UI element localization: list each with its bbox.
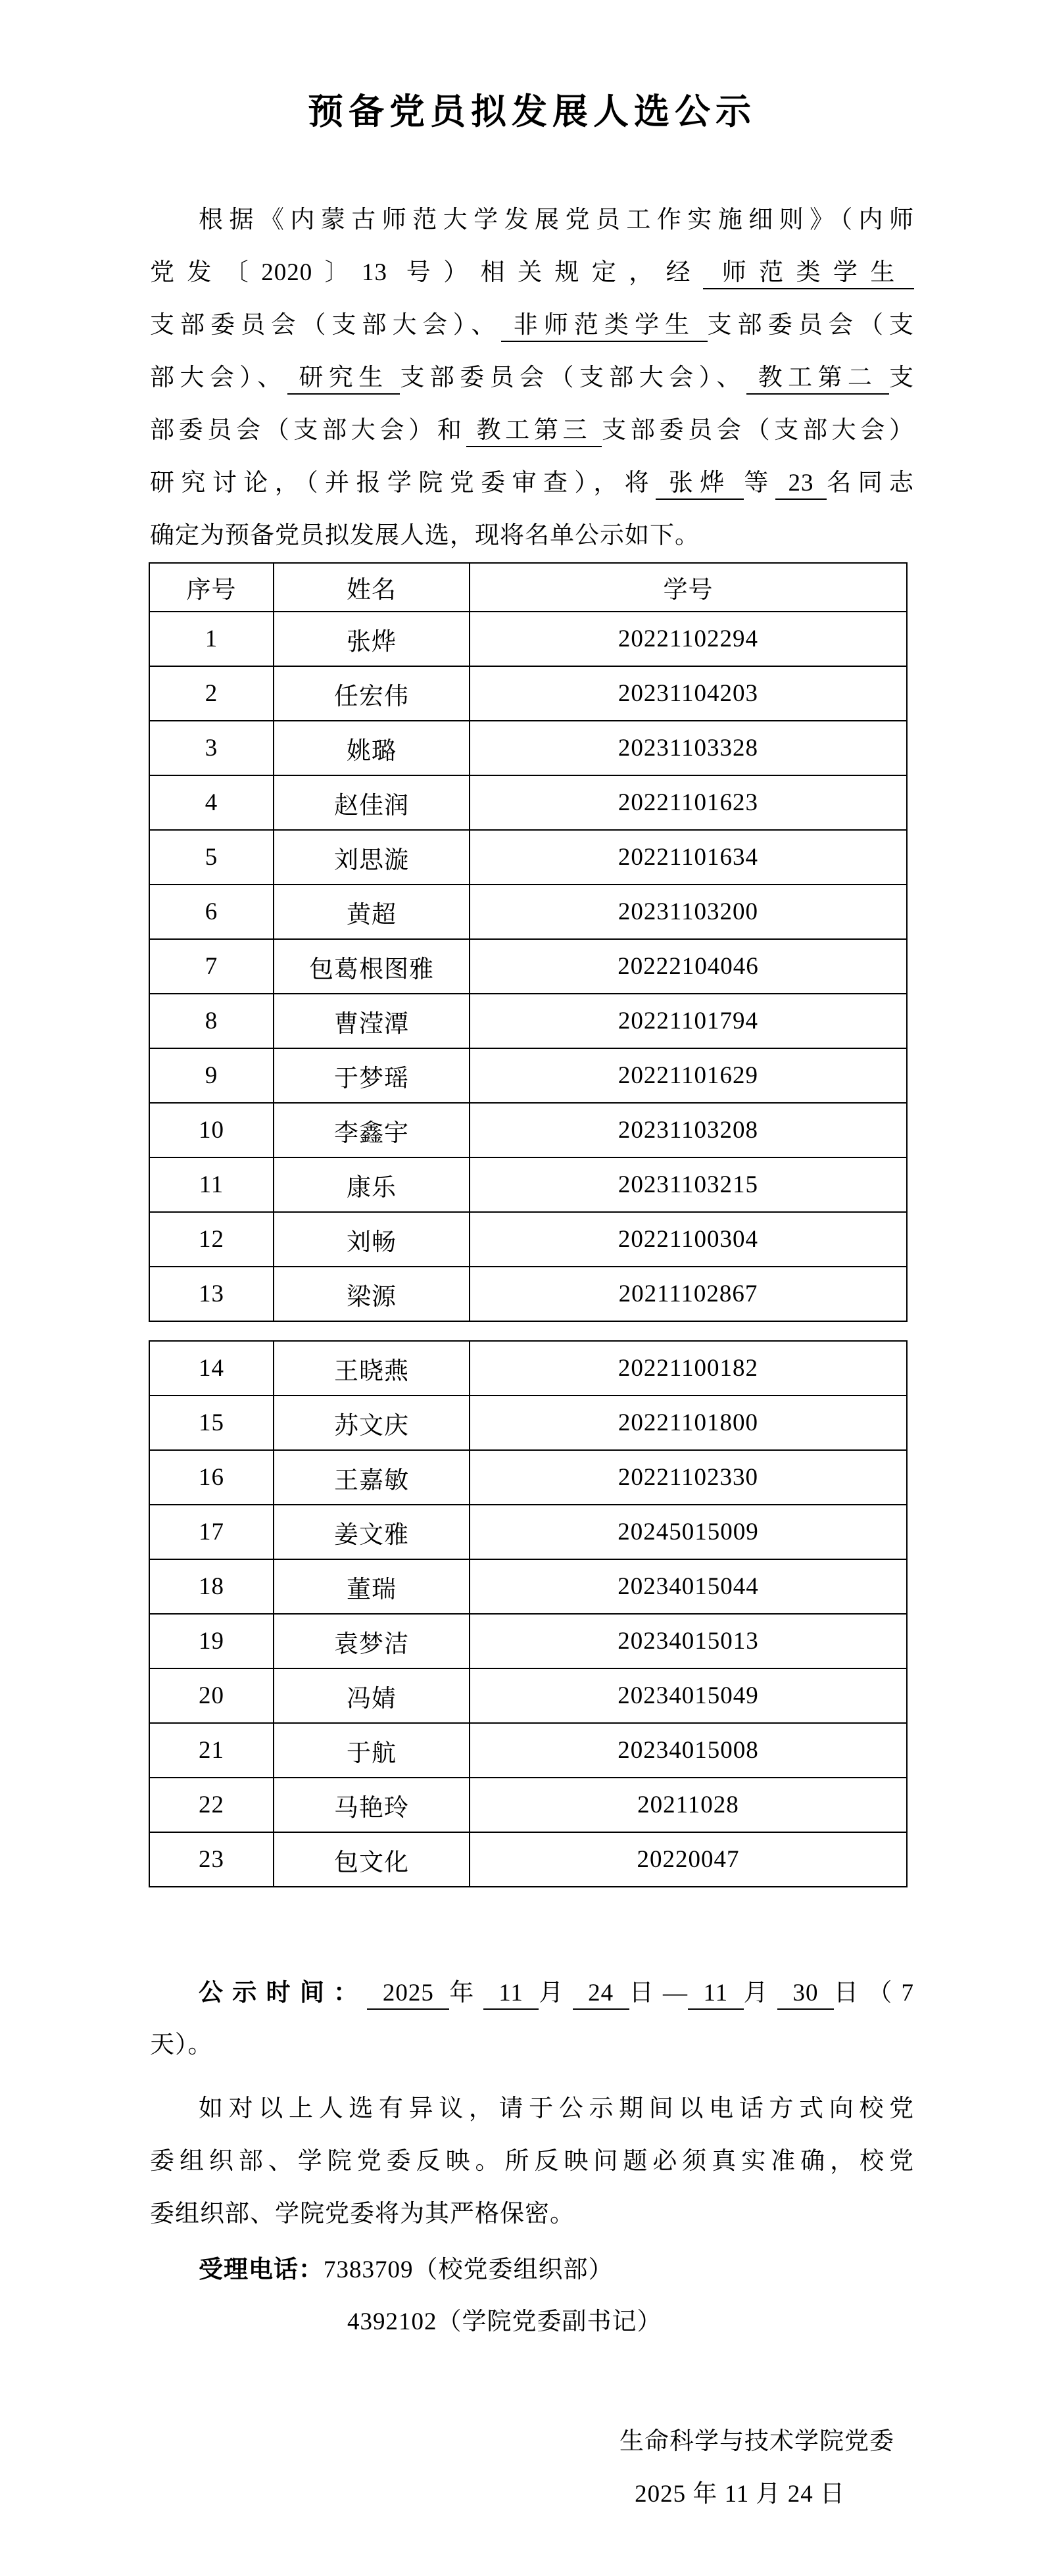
paragraph-line: [150, 510, 914, 562]
paragraph-line: [150, 352, 914, 404]
cell-sid: 20234015013: [470, 1614, 907, 1668]
cell-name: 赵佳润: [274, 775, 470, 830]
table-row: [149, 666, 907, 721]
cell-name: 包文化: [274, 1832, 470, 1887]
text-run: 天）。: [150, 2031, 213, 2058]
text-run: 支部委员会（支部大会）、: [400, 364, 746, 391]
page-title: 预备党员拟发展人选公示: [308, 92, 756, 132]
text-run: 月: [743, 1980, 777, 2006]
underlined-text: 师范类学生: [703, 259, 914, 289]
cell-sid: 20221101634: [470, 830, 907, 885]
cell-no: 6: [149, 885, 274, 939]
cell-sid: 20234015049: [470, 1668, 907, 1723]
text-run: 名同志: [827, 470, 914, 497]
cell-name: 黄超: [274, 885, 470, 939]
text-run: 研究讨论，（并报学院党委审查），将: [150, 470, 656, 497]
cell-sid: 20245015009: [470, 1505, 907, 1559]
text-run: 日（7: [833, 1980, 914, 2006]
cell-no: 21: [149, 1723, 274, 1778]
text-run: 委组织部、学院党委将为其严格保密。: [150, 2200, 575, 2227]
table-row: [149, 1103, 907, 1157]
text-run: 等: [744, 470, 775, 497]
table-row: [149, 1048, 907, 1103]
cell-name: 刘思漩: [274, 830, 470, 885]
cell-no: 22: [149, 1778, 274, 1832]
cell-no: 12: [149, 1212, 274, 1267]
cell-sid: 20221100182: [470, 1341, 907, 1396]
cell-name: 康乐: [274, 1157, 470, 1212]
notice-time-paragraph: [150, 1966, 914, 2072]
cell-sid: 20221101800: [470, 1396, 907, 1450]
underlined-text: 2025: [367, 1980, 449, 2010]
header-cell-name: 姓名: [274, 563, 470, 612]
text-run: 支部委员会（支: [707, 312, 914, 339]
signature-block: [150, 2416, 914, 2521]
underlined-text: 11: [688, 1980, 744, 2010]
roster-table-header: [149, 563, 907, 612]
header-cell-no: 序号: [149, 563, 274, 612]
cell-name: 姜文雅: [274, 1505, 470, 1559]
header-row: [149, 563, 907, 612]
cell-sid: 20221102330: [470, 1450, 907, 1505]
cell-no: 9: [149, 1048, 274, 1103]
cell-no: 16: [149, 1450, 274, 1505]
underlined-text: 教工第二: [746, 364, 889, 395]
table-row: [149, 1723, 907, 1778]
text-run: 如对以上人选有异议，请于公示期间以电话方式向校党: [199, 2095, 914, 2122]
paragraph-line: [150, 2188, 914, 2241]
table-row: [149, 830, 907, 885]
table-row: [149, 1668, 907, 1723]
text-run: 生命科学与技术学院党委: [619, 2428, 894, 2455]
paragraph-line: [150, 2296, 914, 2348]
table-row: [149, 1778, 907, 1832]
paragraph-line: [150, 194, 914, 247]
cell-sid: 20211102867: [470, 1267, 907, 1321]
cell-sid: 20221101629: [470, 1048, 907, 1103]
cell-name: 王晓燕: [274, 1341, 470, 1396]
underlined-text: 张烨: [656, 470, 744, 500]
cell-no: 7: [149, 939, 274, 994]
cell-sid: 20221100304: [470, 1212, 907, 1267]
cell-name: 梁源: [274, 1267, 470, 1321]
underlined-text: 教工第三: [466, 417, 602, 447]
table-row: [149, 994, 907, 1048]
underlined-text: 11: [483, 1980, 539, 2010]
cell-no: 13: [149, 1267, 274, 1321]
cell-no: 1: [149, 612, 274, 666]
paragraph-line: [150, 2416, 914, 2468]
table-row: [149, 1157, 907, 1212]
text-run: 支: [889, 364, 914, 391]
table-row: [149, 1559, 907, 1614]
paragraph-line: [150, 299, 914, 352]
paragraph-line: [150, 457, 914, 510]
cell-no: 23: [149, 1832, 274, 1887]
table-row: [149, 1267, 907, 1321]
table-row: [149, 775, 907, 830]
cell-no: 19: [149, 1614, 274, 1668]
cell-sid: 20231103200: [470, 885, 907, 939]
text-run: 4392102（学院党委副书记）: [347, 2308, 662, 2335]
text-run: 确定为预备党员拟发展人选，现将名单公示如下。: [150, 522, 700, 549]
bold-label: 公示时间：: [199, 1979, 368, 2006]
text-run: 党发〔2020〕13 号）相关规定，经: [150, 259, 704, 286]
text-run: 7383709（校党委组织部）: [324, 2256, 614, 2283]
cell-sid: 20231103215: [470, 1157, 907, 1212]
cell-sid: 20231103208: [470, 1103, 907, 1157]
cell-name: 刘畅: [274, 1212, 470, 1267]
table-row: [149, 1832, 907, 1887]
cell-sid: 20234015044: [470, 1559, 907, 1614]
text-run: 部委员会（支部大会）和: [150, 417, 466, 444]
cell-no: 10: [149, 1103, 274, 1157]
text-run: 部大会）、: [150, 364, 287, 391]
table-row: [149, 1341, 907, 1396]
paragraph-line: [150, 1966, 914, 2019]
text-run: 月: [539, 1980, 573, 2006]
table-row: [149, 1450, 907, 1505]
underlined-text: 24: [573, 1980, 629, 2010]
paragraph-line: [150, 247, 914, 299]
cell-name: 王嘉敏: [274, 1450, 470, 1505]
paragraph-line: [150, 2019, 914, 2072]
cell-name: 任宏伟: [274, 666, 470, 721]
table-row: [149, 612, 907, 666]
cell-name: 张烨: [274, 612, 470, 666]
table-row: [149, 1614, 907, 1668]
objection-paragraph: [150, 2083, 914, 2241]
text-run: 支部委员会（支部大会）: [602, 417, 914, 444]
text-run: 2025 年 11 月 24 日: [635, 2481, 845, 2508]
cell-no: 11: [149, 1157, 274, 1212]
cell-name: 于航: [274, 1723, 470, 1778]
cell-sid: 20221101623: [470, 775, 907, 830]
cell-name: 姚璐: [274, 721, 470, 775]
cell-name: 马艳玲: [274, 1778, 470, 1832]
roster-table-body-part1: [149, 612, 907, 1321]
cell-no: 8: [149, 994, 274, 1048]
paragraph-line: [150, 2083, 914, 2135]
cell-name: 李鑫宇: [274, 1103, 470, 1157]
cell-name: 曹滢潭: [274, 994, 470, 1048]
table-row: [149, 1212, 907, 1267]
intro-paragraph: [150, 194, 914, 562]
cell-sid: 20221102294: [470, 612, 907, 666]
cell-name: 于梦瑶: [274, 1048, 470, 1103]
phone-paragraph: [150, 2243, 914, 2348]
cell-no: 3: [149, 721, 274, 775]
paragraph-line: [150, 2135, 914, 2188]
cell-no: 2: [149, 666, 274, 721]
bold-label: 受理电话：: [199, 2256, 324, 2283]
cell-sid: 20231103328: [470, 721, 907, 775]
text-run: 委组织部、学院党委反映。所反映问题必须真实准确，校党: [150, 2148, 914, 2175]
roster-table-body-part2: [149, 1341, 907, 1887]
cell-name: 包葛根图雅: [274, 939, 470, 994]
cell-no: 14: [149, 1341, 274, 1396]
cell-name: 袁梦洁: [274, 1614, 470, 1668]
cell-no: 15: [149, 1396, 274, 1450]
table-row: [149, 1505, 907, 1559]
underlined-text: 30: [777, 1980, 834, 2010]
cell-sid: 20211028: [470, 1778, 907, 1832]
paragraph-line: [150, 404, 914, 457]
paragraph-line: [150, 2243, 914, 2296]
cell-sid: 20234015008: [470, 1723, 907, 1778]
header-cell-sid: 学号: [470, 563, 907, 612]
underlined-text: 23: [775, 470, 827, 500]
cell-sid: 20231104203: [470, 666, 907, 721]
paragraph-line: [150, 2468, 914, 2521]
cell-name: 苏文庆: [274, 1396, 470, 1450]
cell-sid: 20222104046: [470, 939, 907, 994]
text-run: 年: [449, 1980, 483, 2006]
student-roster-table-part2: [149, 1340, 908, 1887]
underlined-text: 非师范类学生: [501, 312, 707, 342]
cell-no: 4: [149, 775, 274, 830]
text-run: 根据《内蒙古师范大学发展党员工作实施细则》（内师: [199, 207, 914, 233]
table-row: [149, 721, 907, 775]
table-row: [149, 885, 907, 939]
cell-name: 冯婧: [274, 1668, 470, 1723]
cell-no: 20: [149, 1668, 274, 1723]
cell-name: 董瑞: [274, 1559, 470, 1614]
text-run: 支部委员会（支部大会）、: [150, 312, 502, 339]
student-roster-table-part1: [149, 562, 908, 1322]
text-run: 日—: [629, 1980, 688, 2006]
cell-no: 17: [149, 1505, 274, 1559]
cell-no: 18: [149, 1559, 274, 1614]
table-row: [149, 939, 907, 994]
underlined-text: 研究生: [287, 364, 400, 395]
table-row: [149, 1396, 907, 1450]
cell-no: 5: [149, 830, 274, 885]
cell-sid: 20221101794: [470, 994, 907, 1048]
cell-sid: 20220047: [470, 1832, 907, 1887]
